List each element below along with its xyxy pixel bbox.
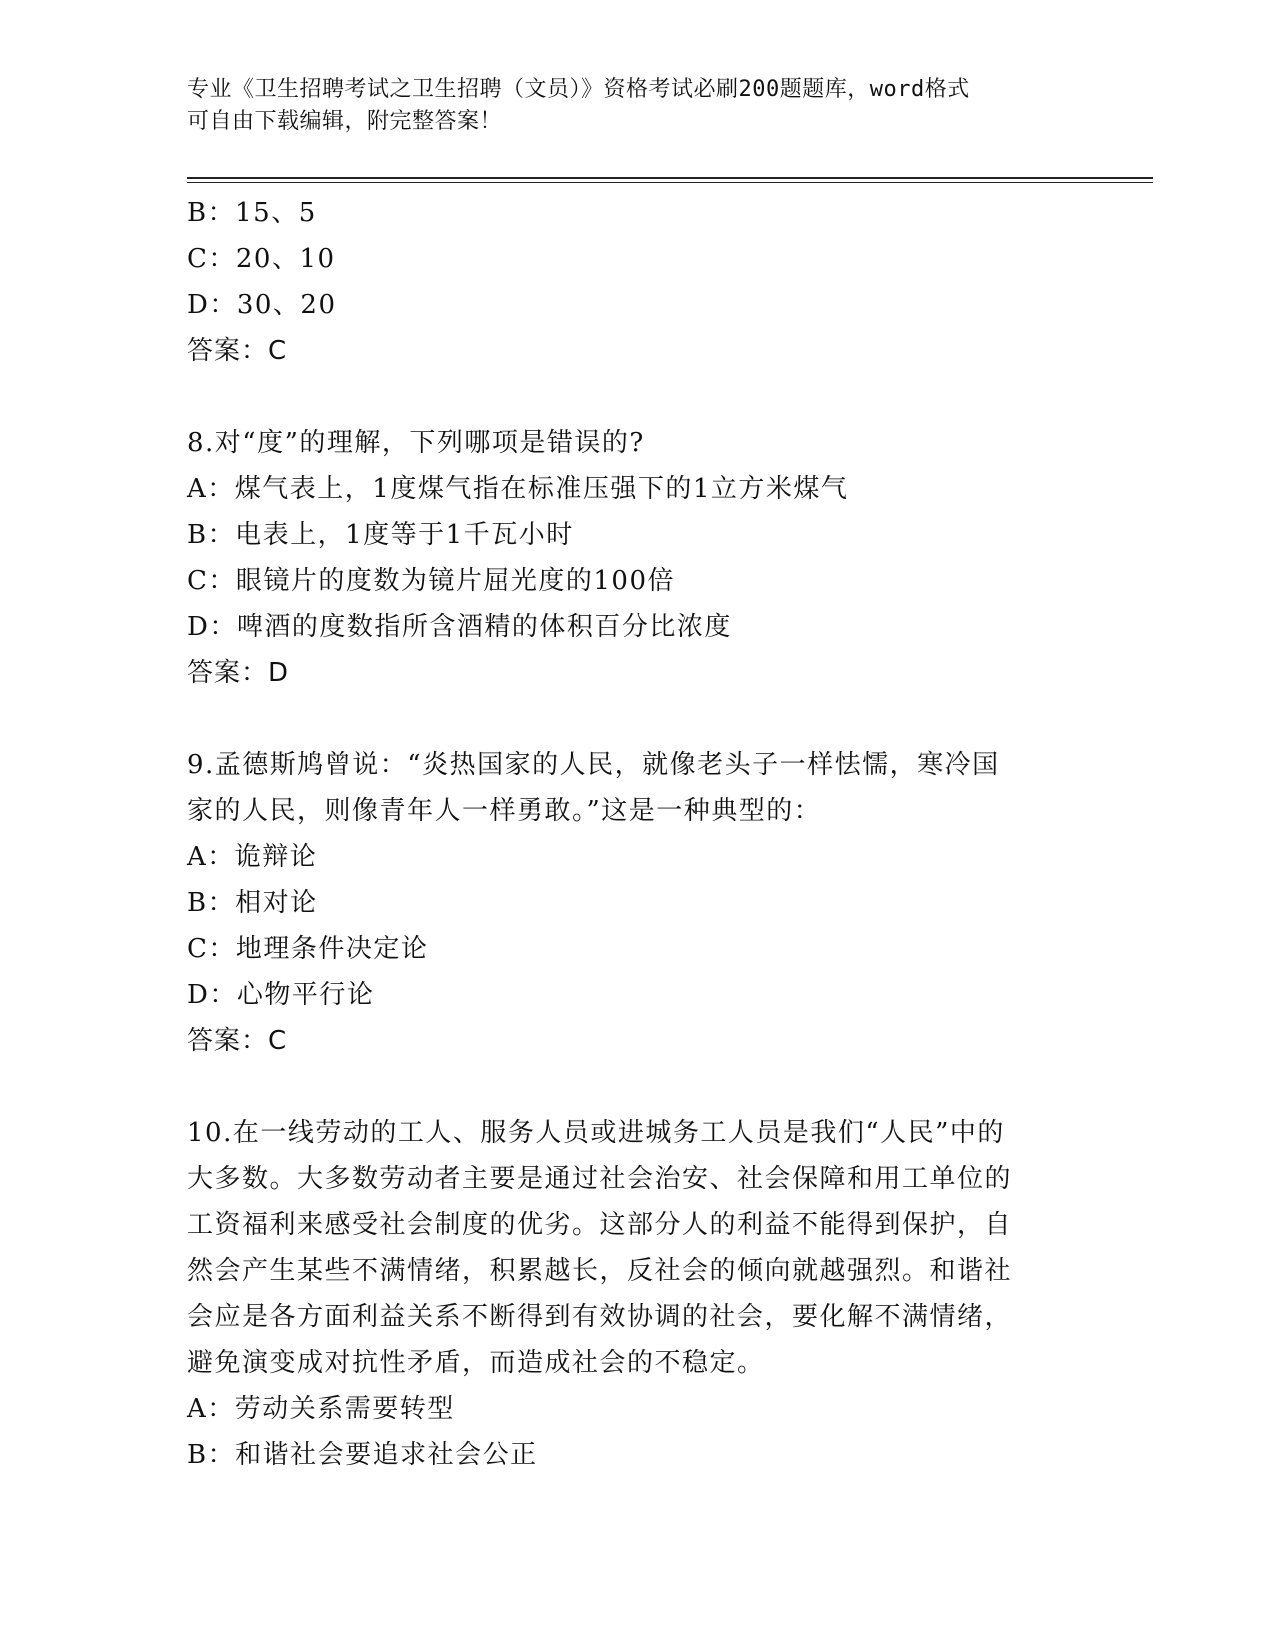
header-line-2: 可自由下载编辑，附完整答案！: [187, 109, 503, 134]
answer-line: 答案：C: [187, 336, 288, 366]
option-d: D：啤酒的度数指所含酒精的体积百分比浓度: [187, 612, 732, 642]
question-stem-line-6: 避免演变成对抗性矛盾，而造成社会的不稳定。: [187, 1348, 765, 1378]
option-d: D：30、20: [187, 290, 337, 320]
spacer: [187, 1064, 1087, 1110]
answer-line: 答案：C: [187, 1026, 288, 1056]
header-line-1: 专业《卫生招聘考试之卫生招聘（文员）》资格考试必刷200题题库，word格式: [187, 77, 970, 102]
question-7-continued: [187, 190, 1087, 374]
question-stem-line-5: 会应是各方面利益关系不断得到有效协调的社会，要化解不满情绪，: [187, 1302, 1013, 1332]
option-b: B：电表上，1度等于1千瓦小时: [187, 520, 574, 550]
question-9: [187, 742, 1087, 1064]
header-rule-thin: [187, 182, 1153, 183]
option-c: C：20、10: [187, 244, 336, 274]
question-stem-line-3: 工资福利来感受社会制度的优劣。这部分人的利益不能得到保护，自: [187, 1210, 1013, 1240]
option-b: B：15、5: [187, 198, 317, 228]
header-rule-thick: [187, 177, 1153, 179]
answer-line: 答案：D: [187, 658, 290, 688]
option-c: C：眼镜片的度数为镜片屈光度的100倍: [187, 566, 676, 596]
spacer: [187, 374, 1087, 420]
question-stem-line-4: 然会产生某些不满情绪，积累越长，反社会的倾向就越强烈。和谐社: [187, 1256, 1013, 1286]
page-header: [187, 74, 1087, 138]
question-content: [187, 190, 1087, 1478]
option-c: C：地理条件决定论: [187, 934, 429, 964]
question-stem-line-1: 9.孟德斯鸠曾说：“炎热国家的人民，就像老头子一样怯懦，寒冷国: [187, 750, 1000, 780]
spacer: [187, 696, 1087, 742]
question-8: [187, 420, 1087, 696]
question-stem-line-2: 家的人民，则像青年人一样勇敢。”这是一种典型的：: [187, 796, 822, 826]
option-a: A：煤气表上，1度煤气指在标准压强下的1立方米煤气: [187, 474, 849, 504]
option-d: D：心物平行论: [187, 980, 375, 1010]
option-a: A：诡辩论: [187, 842, 318, 872]
question-10: [187, 1110, 1087, 1478]
question-stem-line-1: 10.在一线劳动的工人、服务人员或进城务工人员是我们“人民”中的: [187, 1118, 1005, 1148]
question-stem-line-2: 大多数。大多数劳动者主要是通过社会治安、社会保障和用工单位的: [187, 1164, 1013, 1194]
option-b: B：相对论: [187, 888, 318, 918]
option-a: A：劳动关系需要转型: [187, 1394, 455, 1424]
option-b: B：和谐社会要追求社会公正: [187, 1440, 538, 1470]
question-stem: 8.对“度”的理解，下列哪项是错误的?: [187, 428, 645, 458]
